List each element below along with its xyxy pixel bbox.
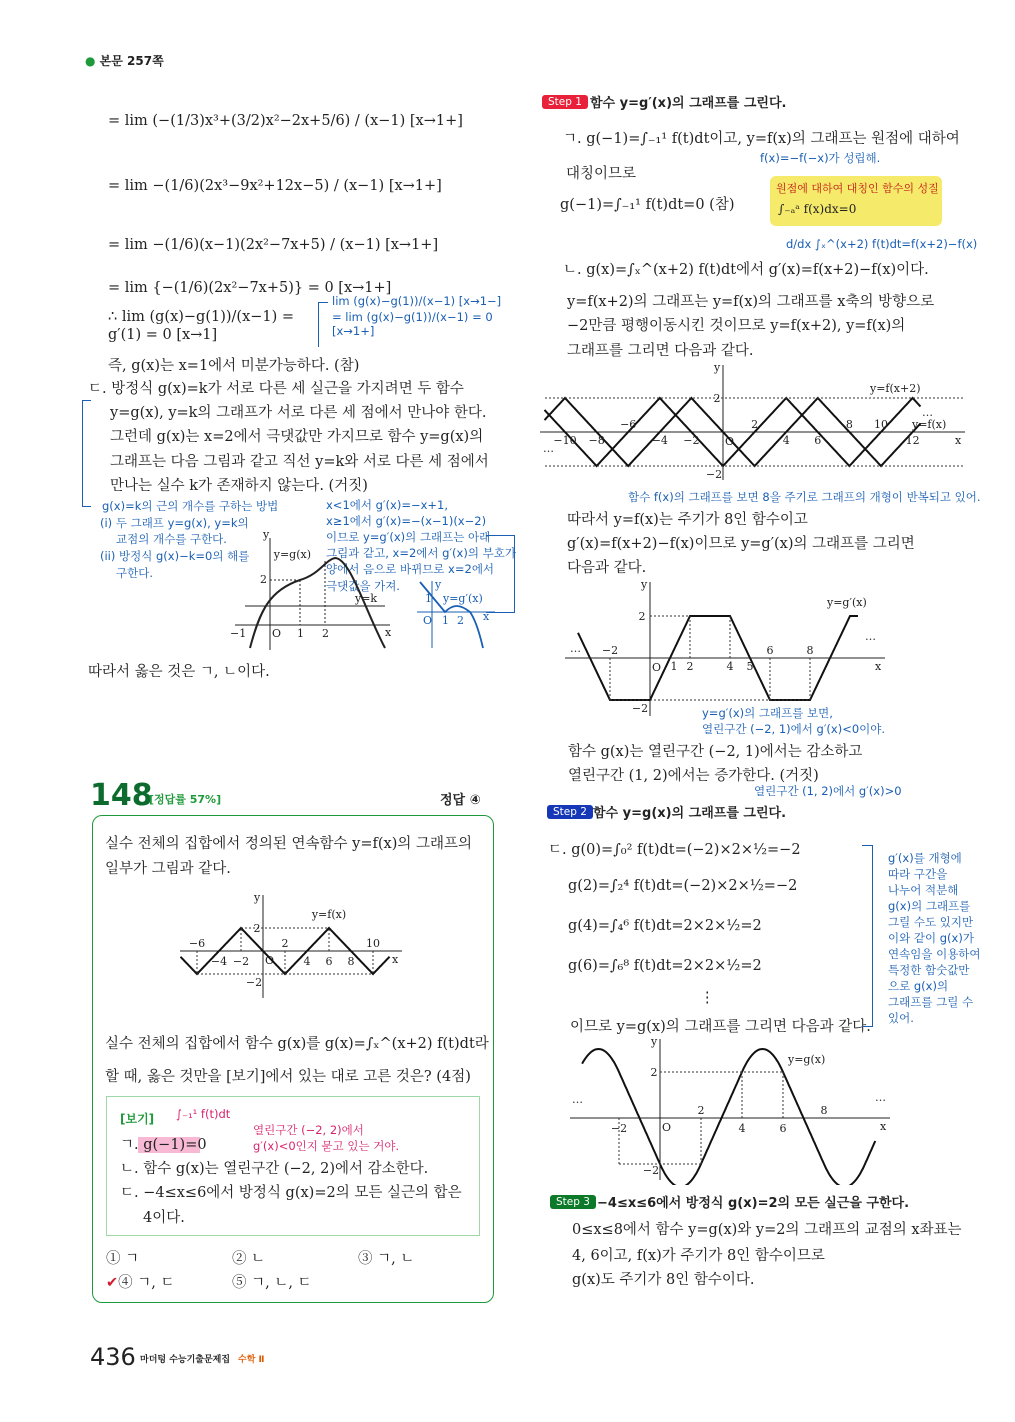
solution-line: 4, 6이고, f(x)가 주기가 8인 함수이므로	[572, 1248, 825, 1264]
tick-label: 2	[260, 573, 267, 586]
tick-label: 10	[874, 418, 888, 431]
origin-label: O	[265, 954, 275, 967]
ellipsis: …	[922, 406, 933, 419]
solution-line: ㄴ. g(x)=∫ₓ^(x+2) f(t)dt에서 g′(x)=f(x+2)−f(x)이다.	[563, 262, 929, 278]
math-line: ∴ lim (g(x)−g(1))/(x−1) = g′(1) = 0 [x→1]	[108, 309, 295, 343]
tick-label: −2	[601, 644, 619, 657]
annotation: 함수 f(x)의 그래프를 보면 8을 주기로 그래프의 개형이 반복되고 있어.	[628, 490, 981, 504]
annotation: 열린구간 (−2, 2)에서	[253, 1123, 364, 1137]
tick-label: 5	[746, 660, 754, 673]
tick-label: 1	[670, 660, 678, 673]
annotation: 그림과 같고, x=2에서 g′(x)의 부호가	[326, 546, 516, 560]
ellipsis: …	[543, 442, 554, 455]
tick-label: −6	[188, 937, 206, 950]
annotation: 열린구간 (−2, 1)에서 g′(x)<0이야.	[702, 722, 886, 736]
axis-label: y	[714, 361, 721, 374]
graph-gprime-mini	[415, 578, 500, 650]
step-title: 함수 y=g(x)의 그래프를 그린다.	[593, 806, 787, 821]
page-reference	[85, 52, 164, 69]
annotation: y=g′(x)의 그래프를 보면,	[702, 706, 833, 720]
axis-label: x	[385, 626, 392, 639]
tick-label: 8	[820, 1104, 828, 1117]
curve-label: y=f(x)	[912, 418, 947, 431]
tick-label: 2	[457, 614, 464, 627]
tick-label: −2	[683, 434, 700, 447]
tick-label: 1	[297, 627, 304, 640]
tick-label: −2	[232, 955, 250, 968]
answer-label: 정답 ④	[440, 793, 481, 808]
graph-g-sketch	[225, 530, 395, 655]
tick-label: 6	[325, 955, 333, 968]
tick-label: 2	[253, 922, 261, 935]
tick-label: 10	[366, 937, 380, 950]
bogi-item: ㄱ. g(−1)=0	[120, 1137, 207, 1153]
step2-badge: Step 2	[547, 805, 593, 819]
tick-label: 2	[322, 627, 329, 640]
paragraph-line: ㄷ. 방정식 g(x)=k가 서로 다른 세 실근을 가지려면 두 함수	[88, 381, 464, 397]
solution-line: 열린구간 (1, 2)에서는 증가한다. (거짓)	[568, 768, 819, 784]
step-title: 함수 y=g′(x)의 그래프를 그린다.	[590, 96, 787, 111]
tick-label: 2	[751, 418, 759, 431]
annotation: f(x)=−f(−x)가 성립해.	[760, 151, 881, 165]
tick-label: 2	[713, 392, 721, 405]
solution-line: g(4)=∫₄⁶ f(t)dt=2×2×½=2	[568, 918, 762, 934]
math-line: = lim {−(1/6)(2x²−7x+5)} = 0 [x→1+]	[108, 280, 392, 296]
tick-label: 6	[766, 644, 774, 657]
annotation: 이므로 y=g′(x)의 그래프는 아래	[326, 530, 491, 544]
problem-text: 실수 전체의 집합에서 정의된 연속함수 y=f(x)의 그래프의	[105, 836, 472, 852]
annotation: (ii) 방정식 g(x)−k=0의 해를	[100, 549, 250, 563]
annotation: 교점의 개수를 구한다.	[116, 532, 227, 546]
origin-label: O	[272, 627, 282, 640]
tick-label: −2	[642, 1164, 660, 1177]
annotation: x<1에서 g′(x)=−x+1,	[326, 498, 449, 512]
annotation: 구한다.	[116, 566, 153, 580]
axis-label: y	[254, 891, 261, 904]
annotation: g′(x)<0인지 묻고 있는 거야.	[253, 1139, 400, 1153]
annotation: g(x)=k의 근의 개수를 구하는 방법	[102, 499, 279, 513]
bogi-item: ㄷ. −4≤x≤6에서 방정식 g(x)=2의 모든 실근의 합은	[120, 1185, 462, 1201]
paragraph-line: 만나는 실수 k가 존재하지 않는다. (거짓)	[110, 478, 368, 494]
math-line: = lim (−(1/3)x³+(3/2)x²−2x+5/6) / (x−1) [x→1+]	[108, 113, 463, 129]
tick-label: 4	[303, 955, 311, 968]
problem-text: 일부가 그림과 같다.	[105, 861, 231, 877]
tick-label: −2	[245, 976, 263, 989]
paragraph-line: 그런데 g(x)는 x=2에서 극댓값만 가지므로 함수 y=g(x)의	[110, 429, 484, 445]
axis-label: y	[651, 1035, 658, 1048]
axis-label: x	[955, 434, 962, 447]
tick-label: 6	[814, 434, 822, 447]
reference-text: 본문 257쪽	[99, 54, 164, 68]
callout-box	[770, 176, 942, 226]
tick-label: 2	[650, 1066, 658, 1079]
annotation: (i) 두 그래프 y=g(x), y=k의	[100, 516, 249, 530]
ellipsis: …	[570, 642, 581, 655]
graph-g	[570, 1035, 900, 1185]
origin-label: O	[423, 614, 433, 627]
tick-label: −2	[631, 702, 649, 715]
callout-formula: ∫₋ₐᵃ f(x)dx=0	[778, 202, 857, 216]
tick-label: −6	[620, 418, 637, 431]
axis-label: x	[875, 660, 882, 673]
solution-line: 대칭이므로	[566, 166, 637, 182]
math-line: 즉, g(x)는 x=1에서 미분가능하다. (참)	[108, 358, 360, 374]
curve-label: y=g′(x)	[827, 596, 867, 609]
tick-label: 8	[845, 418, 853, 431]
side-note: g′(x)를 개형에 따라 구간을 나누어 적분해 g(x)의 그래프를 그릴 수도 있지만 이와 같이 g(x)가 연속임을 이용하여 특정한 함숫값만 으로 g(x)의 그래프를 그릴 수 있어.	[888, 851, 981, 1025]
curve-label: y=f(x+2)	[870, 382, 921, 395]
solution-line: g(2)=∫₂⁴ f(t)dt=(−2)×2×½=−2	[568, 878, 798, 894]
step3-badge: Step 3	[550, 1195, 596, 1209]
graph-f-shift	[540, 360, 970, 485]
choice-2[interactable]: ② ㄴ	[232, 1251, 266, 1267]
tick-label: −4	[210, 955, 228, 968]
solution-line: 따라서 y=f(x)는 주기가 8인 함수이고	[567, 512, 808, 528]
annotation: = lim (g(x)−g(1))/(x−1) = 0 [x→1+]	[332, 310, 493, 338]
tick-label: 2	[686, 660, 694, 673]
origin-label: O	[662, 1121, 672, 1134]
problem-text: 할 때, 옳은 것만을 [보기]에서 있는 대로 고른 것은? (4점)	[105, 1069, 471, 1085]
solution-line: g′(x)=f(x+2)−f(x)이므로 y=g′(x)의 그래프를 그리면	[567, 536, 915, 552]
limit-note	[332, 294, 522, 338]
callout-title: 원점에 대하여 대칭인 함수의 성질	[776, 182, 939, 195]
solution-line: ⋮	[700, 990, 715, 1006]
ellipsis: …	[875, 1091, 886, 1104]
graph-g-prime	[565, 578, 895, 718]
tick-label: −1	[230, 627, 247, 640]
step1-badge: Step 1	[542, 95, 588, 109]
problem-text: 실수 전체의 집합에서 함수 g(x)를 g(x)=∫ₓ^(x+2) f(t)dt라	[105, 1036, 489, 1052]
annotation: ∫₋₁¹ f(t)dt	[176, 1107, 231, 1121]
conclusion: 따라서 옳은 것은 ㄱ, ㄴ이다.	[88, 664, 270, 680]
origin-label: O	[725, 435, 735, 448]
origin-label: O	[652, 661, 662, 674]
axis-label: x	[392, 953, 399, 966]
tick-label: 6	[779, 1122, 787, 1135]
solution-line: ㄷ. g(0)=∫₀² f(t)dt=(−2)×2×½=−2	[548, 842, 801, 858]
book-title: 마더텅 수능기출문제집	[140, 1355, 231, 1365]
tick-label: 4	[782, 434, 790, 447]
tick-label: 4	[726, 660, 734, 673]
bogi-item: 4이다.	[143, 1210, 185, 1226]
graph-f	[180, 890, 405, 1000]
correct-rate: [정답률 57%]	[149, 793, 222, 806]
tick-label: 2	[281, 937, 289, 950]
annotation: d/dx ∫ₓ^(x+2) f(t)dt=f(x+2)−f(x)	[786, 237, 978, 251]
tick-label: −8	[588, 434, 605, 447]
math-line: = lim −(1/6)(2x³−9x²+12x−5) / (x−1) [x→1+]	[108, 178, 442, 194]
tick-label: −10	[553, 434, 577, 447]
paragraph-line: y=g(x), y=k의 그래프가 서로 다른 세 점에서 만나야 한다.	[110, 405, 487, 421]
curve-label: y=f(x)	[311, 908, 347, 921]
tick-label: 8	[347, 955, 355, 968]
solution-line: 그래프를 그리면 다음과 같다.	[567, 343, 754, 359]
annotation: 양에서 음으로 바뀌므로 x=2에서	[326, 562, 495, 576]
tick-label: 2	[638, 610, 646, 623]
axis-label: x	[880, 1120, 887, 1133]
solution-line: 이므로 y=g(x)의 그래프를 그리면 다음과 같다.	[570, 1019, 871, 1035]
solution-line: g(−1)=∫₋₁¹ f(t)dt=0 (참)	[560, 197, 735, 213]
bogi-title: [보기]	[120, 1112, 155, 1126]
choice-5[interactable]: ⑤ ㄱ, ㄴ, ㄷ	[232, 1275, 312, 1291]
curve-label: y=g(x)	[788, 1053, 826, 1066]
curve-label: y=g′(x)	[443, 592, 483, 605]
tick-label: 1	[425, 592, 432, 605]
annotation: lim (g(x)−g(1))/(x−1) [x→1−]	[332, 294, 502, 308]
choice-4[interactable]: ✔④ ㄱ, ㄷ	[106, 1275, 175, 1291]
curve-label: y=g(x)	[273, 548, 311, 561]
solution-line: 함수 g(x)는 열린구간 (−2, 1)에서는 감소하고	[568, 744, 863, 760]
page-number: 436	[90, 1343, 136, 1371]
solution-line: −2만큼 평행이동시킨 것이므로 y=f(x+2), y=f(x)의	[567, 318, 906, 334]
solution-line: g(x)도 주기가 8인 함수이다.	[572, 1272, 755, 1288]
choice-1[interactable]: ① ㄱ	[106, 1251, 140, 1267]
solution-line: g(6)=∫₆⁸ f(t)dt=2×2×½=2	[568, 958, 762, 974]
step-title: −4≤x≤6에서 방정식 g(x)=2의 모든 실근을 구한다.	[597, 1196, 910, 1211]
tick-label: 2	[697, 1104, 705, 1117]
check-mark-icon: ✔	[106, 1275, 119, 1291]
ellipsis: …	[572, 1093, 583, 1106]
tick-label: −2	[705, 468, 723, 481]
subject: 수학 Ⅱ	[238, 1355, 265, 1365]
tick-label: 1	[442, 614, 449, 627]
axis-label: y	[263, 530, 270, 541]
axis-label: y	[641, 578, 648, 591]
tick-label: 4	[738, 1122, 746, 1135]
solution-line: 다음과 같다.	[567, 560, 647, 576]
problem-number: 148	[90, 778, 153, 813]
ellipsis: …	[865, 630, 876, 643]
axis-label: y	[435, 578, 442, 591]
solution-line: y=f(x+2)의 그래프는 y=f(x)의 그래프를 x축의 방향으로	[567, 294, 935, 310]
annotation: x≥1에서 g′(x)=−(x−1)(x−2)	[326, 514, 487, 528]
bogi-item: ㄴ. 함수 g(x)는 열린구간 (−2, 2)에서 감소한다.	[120, 1161, 429, 1177]
tick-label: −2	[610, 1122, 628, 1135]
annotation: 극댓값을 가져.	[326, 579, 400, 593]
annotation: 열린구간 (1, 2)에서 g′(x)>0	[754, 784, 902, 798]
solution-line: ㄱ. g(−1)=∫₋₁¹ f(t)dt이고, y=f(x)의 그래프는 원점에 대하여	[563, 131, 960, 147]
paragraph-line: 그래프는 다음 그림과 같고 직선 y=k와 서로 다른 세 점에서	[110, 454, 489, 470]
g-curve	[582, 1049, 875, 1185]
math-line: = lim −(1/6)(x−1)(2x²−7x+5) / (x−1) [x→1+]	[108, 237, 439, 253]
tick-label: 8	[806, 644, 814, 657]
tick-label: −4	[651, 434, 668, 447]
solution-line: 0≤x≤8에서 함수 y=g(x)와 y=2의 그래프의 교점의 x좌표는	[572, 1222, 962, 1238]
line-label: y=k	[355, 592, 378, 605]
choice-3[interactable]: ③ ㄱ, ㄴ	[358, 1251, 415, 1267]
tick-label: 12	[905, 434, 920, 447]
axis-label: x	[483, 610, 490, 623]
circle-icon: ●	[85, 54, 96, 68]
